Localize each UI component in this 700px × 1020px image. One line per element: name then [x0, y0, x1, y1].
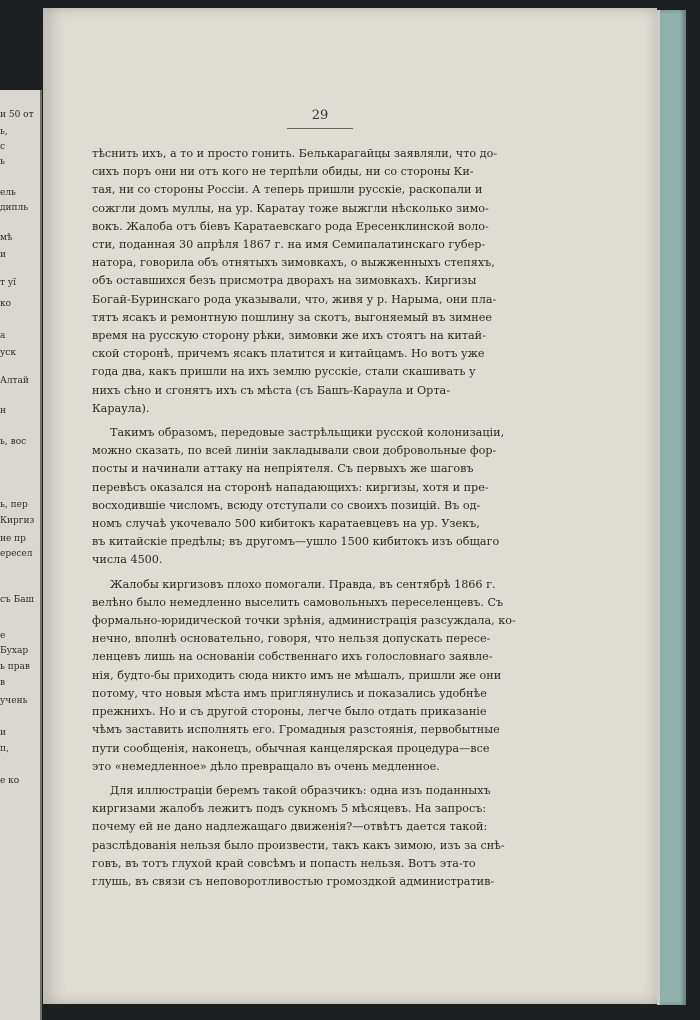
- left-page-fragment: ко: [0, 299, 12, 309]
- left-page-fragment: а: [0, 331, 6, 341]
- text-line: Такимъ образомъ, передовые застрѣльщики русской колонизацiи,: [110, 426, 505, 440]
- left-page-fragment: ь, вос: [0, 437, 27, 447]
- left-page-fragment: н: [0, 406, 6, 416]
- text-line: года два, какъ пришли на ихъ землю русскiе, стали скашивать у: [92, 365, 476, 379]
- text-line: разслѣдованiя нельзя было произвести, такъ какъ зимою, изъ за снѣ-: [92, 838, 505, 852]
- text-line: нихъ сѣно и сгонятъ ихъ съ мѣста (съ Башъ-Караула и Орта-: [92, 383, 450, 397]
- book-edge: [657, 10, 686, 1005]
- left-page-fragment: е: [0, 631, 6, 641]
- page-body-text: [92, 145, 532, 891]
- text-line: это «немедленное» дѣло превращало въ очень медленное.: [92, 759, 440, 773]
- text-line: почему ей не дано надлежащаго движенiя?—отвѣтъ дается такой:: [92, 820, 488, 834]
- left-page-fragment: не пр: [0, 534, 26, 544]
- page-number: 29: [311, 108, 329, 123]
- text-line: можно сказать, по всей линiи закладывали свои добровольные фор-: [92, 444, 497, 458]
- left-page-fragment: уск: [0, 348, 16, 358]
- text-line: Жалобы киргизовъ плохо помогали. Правда, въ сентябрѣ 1866 г.: [110, 577, 496, 591]
- left-page-fragment: Алтай: [0, 376, 29, 386]
- text-line: тая, ни со стороны Россiи. А теперь пришли русскiе, раскопали и: [92, 183, 483, 197]
- text-line: киргизами жалобъ лежитъ подъ сукномъ 5 мѣсяцевъ. На запросъ:: [92, 802, 487, 816]
- text-line: Богай-Буринскаго рода указывали, что, живя у р. Нарыма, они пла-: [92, 292, 497, 306]
- left-page-fragment: мѣ: [0, 233, 13, 243]
- text-line: посты и начинали аттаку на непрiятеля. Съ первыхъ же шаговъ: [92, 462, 474, 476]
- left-page-fragment: с: [0, 142, 6, 152]
- left-page-fragment: ель: [0, 188, 16, 198]
- text-line: объ оставшихся безъ присмотра дворахъ на зимовкахъ. Киргизы: [92, 274, 477, 288]
- text-line: натора, говорила объ отнятыхъ зимовкахъ, о выжженныхъ степяхъ,: [92, 256, 495, 270]
- left-page-fragment: ересел: [0, 549, 33, 559]
- text-line: номъ случаѣ укочевало 500 кибитокъ каратаевцевъ на ур. Узекъ,: [92, 517, 480, 531]
- text-line: числа 4500.: [92, 553, 163, 567]
- text-line: прежнихъ. Но и съ другой стороны, легче было отдать приказанiе: [92, 705, 487, 719]
- left-page-fragment: Бухар: [0, 646, 29, 656]
- left-page-fragment: съ Баш: [0, 595, 34, 605]
- text-line: ской сторонѣ, причемъ ясакъ платится и китайцамъ. Но вотъ уже: [92, 347, 485, 361]
- text-line: формально-юридической точки зрѣнiя, администрацiя разсуждала, ко-: [92, 614, 516, 628]
- text-line: тятъ ясакъ и ремонтную пошлину за скотъ, выгоняемый въ зимнее: [92, 310, 492, 324]
- page-number-rule: [287, 128, 353, 129]
- left-page-fragment: Киргиз: [0, 516, 35, 526]
- text-line: говъ, въ тотъ глухой край совсѣмъ и попасть нельзя. Вотъ эта-то: [92, 856, 476, 870]
- text-line: велѣно было немедленно выселить самовольныхъ переселенцевъ. Съ: [92, 595, 504, 609]
- text-line: нiя, будто-бы приходить сюда никто имъ не мѣшалъ, пришли же они: [92, 668, 502, 682]
- left-page-fragment: и: [0, 728, 6, 738]
- left-page-fragment: ь прав: [0, 662, 30, 672]
- text-line: сожгли домъ муллы, на ур. Каратау тоже выжгли нѣсколько зимо-: [92, 201, 489, 215]
- text-line: глушь, въ связи съ неповоротливостью громоздкой административ-: [92, 874, 495, 888]
- text-line: ленцевъ лишь на основанiи собственнаго ихъ голословнаго заявле-: [92, 650, 493, 664]
- text-line: Для иллюстрацiи беремъ такой образчикъ: одна изъ поданныхъ: [110, 783, 491, 797]
- text-line: тѣснить ихъ, а то и просто гонить. Белькарагайцы заявляли, что до-: [92, 147, 498, 160]
- text-line: Караула).: [92, 401, 150, 415]
- text-line: нечно, вполнѣ основательно, говоря, что нельзя допускать пересе-: [92, 632, 491, 646]
- text-line: чѣмъ заставить исполнять его. Громадныя разстоянiя, первобытные: [92, 723, 500, 737]
- left-page-fragment: п,: [0, 744, 9, 754]
- text-line: вокъ. Жалоба отъ бiевъ Каратаевскаго рода Ересенклинской воло-: [92, 219, 489, 233]
- left-page-fragment: ь,: [0, 127, 8, 137]
- left-page-fragment: и 50 от: [0, 110, 34, 120]
- text-line: въ китайскiе предѣлы; въ другомъ—ушло 1500 кибитокъ изъ общаго: [92, 535, 500, 549]
- text-line: восходившiе числомъ, всюду отступали со своихъ позицiй. Въ од-: [92, 498, 481, 512]
- left-page-fragment: т уї: [0, 278, 17, 288]
- left-page-fragment: дипль: [0, 203, 29, 213]
- left-page-fragment: ь: [0, 157, 5, 167]
- text-line: пути сообщенiя, наконецъ, обычная канцелярская процедура—все: [92, 741, 490, 755]
- left-page-fragment: в: [0, 678, 6, 688]
- left-page-fragment: ь, пер: [0, 500, 28, 510]
- left-page-fragment: учень: [0, 696, 28, 706]
- left-page: [0, 90, 42, 1020]
- text-line: сихъ поръ они ни отъ кого не терпѣли обиды, ни со стороны Ки-: [92, 165, 474, 179]
- text-line: сти, поданная 30 апрѣля 1867 г. на имя Семипалатинскаго губер-: [92, 238, 486, 252]
- left-page-fragment: е ко: [0, 776, 20, 786]
- text-line: перевѣсъ оказался на сторонѣ нападающихъ: киргизы, хотя и пре-: [92, 480, 489, 494]
- text-line: потому, что новыя мѣста имъ приглянулись и показались удобнѣе: [92, 686, 487, 700]
- left-page-fragment: и: [0, 250, 6, 260]
- text-line: время на русскую сторону рѣки, зимовки же ихъ стоятъ на китай-: [92, 329, 486, 343]
